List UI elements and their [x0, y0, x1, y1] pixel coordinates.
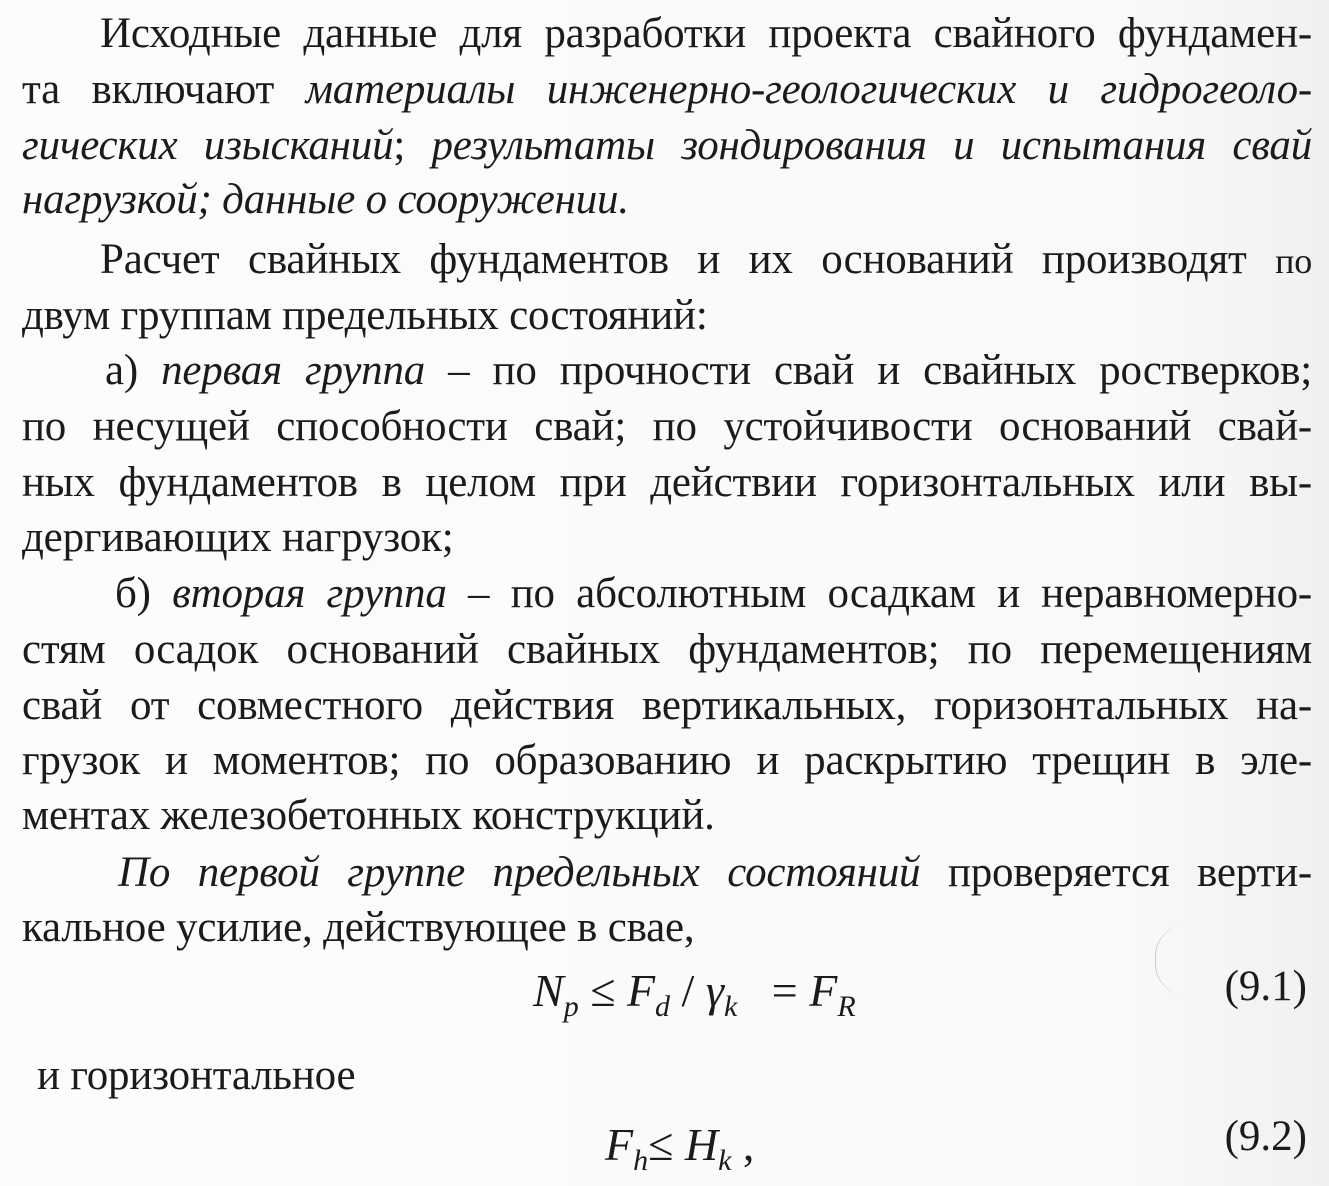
formula-operator: ≤ — [648, 1119, 685, 1170]
text-span: та включают — [22, 66, 306, 113]
list-item-a-line-2 — [22, 399, 1312, 454]
list-marker-a: а) — [105, 347, 162, 394]
formula-9-1 — [533, 964, 856, 1023]
paragraph-1-line-3 — [22, 118, 1312, 173]
text-span: ментах железобетонных конструкций. — [22, 792, 715, 839]
equation-number-9-2: (9.2) — [1224, 1113, 1307, 1160]
text-span: дергивающих нагрузок; — [22, 514, 454, 561]
text-span: по несущей способности свай; по устойчивости оснований свай- — [22, 403, 1312, 450]
italic-text-span: гических изысканий — [22, 122, 394, 169]
text-span-small: по — [1275, 241, 1312, 281]
formula-operator: = — [737, 965, 810, 1016]
list-item-b-line-2 — [22, 622, 1312, 677]
list-item-a-line-1 — [105, 343, 1312, 398]
italic-text-span: материалы инженерно-геологических и гидрогеоло- — [305, 66, 1313, 113]
paragraph-2-line-1 — [100, 232, 1312, 289]
formula-subscript: p — [563, 990, 579, 1023]
italic-text-span: вторая группа — [172, 570, 447, 617]
formula-subscript: R — [837, 990, 856, 1023]
formula-subscript: k — [723, 990, 738, 1023]
equation-number-9-1: (9.1) — [1224, 963, 1307, 1010]
text-span: кальное усилие, действующее в свае, — [22, 904, 695, 951]
formula-symbol: γ — [705, 965, 724, 1016]
formula-symbol: F — [809, 965, 838, 1016]
formula-symbol: H — [684, 1119, 719, 1170]
list-item-a-line-4 — [22, 510, 1312, 565]
list-item-b-line-4 — [22, 733, 1312, 788]
formula-operator: / — [670, 965, 706, 1016]
formula-symbol: F — [605, 1119, 634, 1170]
paragraph-1-line-4 — [22, 172, 1312, 227]
text-span: – по абсолютным осадкам и неравномерно- — [446, 570, 1312, 617]
text-span: – по прочности свай и свайных ростверков; — [425, 347, 1313, 394]
formula-9-2 — [605, 1118, 755, 1177]
italic-text-span: результаты зондирования и испытания свай — [431, 122, 1313, 169]
paragraph-2-line-2 — [22, 288, 1312, 343]
text-span: ных фундаментов в целом при действии горизонтальных или вы- — [22, 459, 1312, 506]
text-span: стям осадок оснований свайных фундаментов; по перемещениям — [22, 626, 1312, 673]
text-span: проверяется верти- — [920, 849, 1312, 896]
list-item-a-line-3 — [22, 455, 1312, 510]
formula-subscript: k — [718, 1144, 732, 1177]
text-span: и горизонтальное — [37, 1052, 356, 1099]
text-span: Исходные данные для разработки проекта свайного фундамен- — [100, 10, 1312, 57]
formula-subscript: d — [655, 990, 671, 1023]
formula-operator: ≤ — [578, 965, 627, 1016]
text-span: ; — [393, 122, 432, 169]
text-span: Расчет свайных фундаментов и их оснований производят — [100, 236, 1276, 283]
italic-text-span: По первой группе предельных состояний — [118, 849, 921, 896]
paragraph-5-line-1 — [118, 845, 1312, 900]
list-item-b-line-3 — [22, 678, 1312, 733]
text-span: свай от совместного действия вертикальных, горизонтальных на- — [22, 682, 1312, 729]
list-marker-b: б) — [115, 570, 173, 617]
formula-symbol: N — [533, 965, 564, 1016]
list-item-b-line-5 — [22, 788, 1312, 843]
paragraph-6-line-1 — [37, 1048, 1327, 1103]
formula-punctuation: , — [731, 1119, 755, 1170]
paragraph-1-line-1 — [100, 6, 1312, 61]
italic-text-span: нагрузкой; данные о сооружении. — [22, 176, 629, 223]
list-item-b-line-1 — [115, 566, 1312, 621]
italic-text-span: первая группа — [161, 347, 426, 394]
text-span: двум группам предельных состояний: — [22, 292, 708, 339]
formula-subscript: h — [633, 1144, 649, 1177]
paragraph-1-line-2 — [22, 62, 1312, 117]
text-span: грузок и моментов; по образованию и раскрытию трещин в эле- — [22, 737, 1312, 784]
paragraph-5-line-2 — [22, 900, 1312, 955]
formula-symbol: F — [626, 965, 656, 1016]
